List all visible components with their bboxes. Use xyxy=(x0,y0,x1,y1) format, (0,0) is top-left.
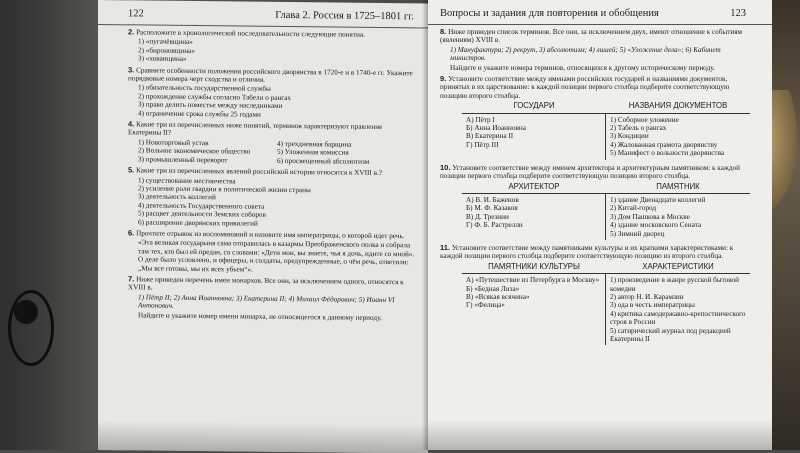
task-paragraph: Найдите и укажите номера терминов, относящихся к другому историческому периоду. xyxy=(450,63,715,72)
question-6 xyxy=(128,229,416,275)
question-text: Установите соответствие между именами российских государей и названиями документов, принятых в их царствование: к каждой позиции первого столбца подберите соответствующую позицию второго столбца. xyxy=(440,75,730,100)
option-item: 5) Уложенная комиссия xyxy=(277,148,349,157)
question-7 xyxy=(128,275,416,322)
list-item: В) Екатерина II xyxy=(466,132,514,141)
column-left xyxy=(462,114,606,160)
question-2 xyxy=(128,28,416,66)
list-item: 4) здание московского Сената xyxy=(610,221,702,230)
list-item: Г) Пётр III xyxy=(466,140,499,149)
question-8 xyxy=(440,28,750,72)
question-number: 7. xyxy=(128,274,135,284)
left-page-number: 122 xyxy=(128,8,144,20)
question-3 xyxy=(128,66,416,120)
question-text: Ниже приведен перечень имен монархов. Все они, за исключением одного, относятся к XVIII в. xyxy=(128,275,404,292)
right-page xyxy=(428,0,772,450)
column-header: НАЗВАНИЯ ДОКУМЕНТОВ xyxy=(606,102,750,113)
option-item: 4) трехдневная барщина xyxy=(277,139,352,149)
monarch-list: 1) Пётр II; 2) Анна Иоанновна; 3) Екатерина II; 4) Михаил Фёдорович; 5) Иоанн VI Антонович. xyxy=(138,293,395,310)
question-number: 4. xyxy=(128,119,135,129)
question-text: Какие три из перечисленных ниже понятий, терминов характеризуют правление Екатерины II? xyxy=(128,120,383,138)
column-header: ПАМЯТНИКИ КУЛЬТУРЫ xyxy=(462,263,606,274)
left-page-content xyxy=(128,28,416,325)
page-shadow xyxy=(98,420,428,453)
page-shadow xyxy=(428,420,772,450)
list-item: А) «Путешествие из Петербурга в Москву» xyxy=(466,276,600,285)
open-textbook xyxy=(40,0,750,450)
question-text: Установите соответствие между памятниками культуры и их краткими характеристиками: к каждой позиции первого столбца подберите соответствующую позицию из второго столбца. xyxy=(440,243,734,261)
left-page xyxy=(98,0,428,453)
question-text: Расположите в хронологической последовательности следующие понятия. xyxy=(136,28,365,39)
question-11 xyxy=(440,244,750,345)
question-5 xyxy=(128,166,416,229)
quote-paragraph: «Эта великая государыня сама отправилась в казармы Преображенского полка и собрала там тех, кто был ей предан, со словами: «Дети мои, вы знаете, чья я дочь, идите со мной». О деле было условлено, и офицеры, и солдаты, предупрежденные, о чём речь, ответили: „Мы все готовы, мы их всех убьем“». xyxy=(138,238,415,274)
list-item: 5) сатирический журнал под редакцией Екатерины II xyxy=(610,326,731,343)
list-item: 2) автор Н. И. Карамзин xyxy=(610,292,684,301)
list-item: 1) произведение в жанре русской бытовой комедии xyxy=(610,276,739,293)
question-text: Прочтите отрывок из воспоминаний и назовите имя императрицы, о которой идет речь. xyxy=(136,229,405,241)
list-item: 3) Кондиции xyxy=(610,132,649,141)
left-running-title: Глава 2. Россия в 1725–1801 гг. xyxy=(275,9,414,23)
list-item: 1) здание Двенадцати коллегий xyxy=(610,195,706,204)
question-number: 2. xyxy=(128,27,135,37)
list-item: 2) Китай-город xyxy=(610,204,657,213)
column-right xyxy=(606,194,750,240)
right-running-title: Вопросы и задания для повторения и обобщения xyxy=(440,8,659,19)
option-item: 1) Новоторговый устав xyxy=(138,138,209,148)
right-page-number: 123 xyxy=(730,8,746,19)
option-item: 5) расцвет деятельности Земских соборов xyxy=(138,209,266,219)
list-item: А) В. И. Баженов xyxy=(466,195,519,204)
question-number: 8. xyxy=(440,27,447,36)
list-item: 4) критика самодержавно-крепостнического строя в России xyxy=(610,309,746,327)
option-item: 1) «пугачёвщина» xyxy=(138,37,193,47)
earphone-bud xyxy=(14,300,38,324)
terms-list: 1) Мануфактура; 2) рекрут, 3) абсолютизм; 4) лишей; 5) «Уложение дела»; 6) Кабинет министров. xyxy=(450,45,721,63)
column-left xyxy=(462,274,606,345)
list-item: Г) «Фелица» xyxy=(466,301,505,310)
question-9 xyxy=(440,75,750,160)
column-header: ГОСУДАРИ xyxy=(462,102,606,113)
task-paragraph: Найдите и укажите номер имени монарха, не относящегося к данному периоду. xyxy=(138,311,382,322)
option-item: 1) существование местничества xyxy=(138,175,236,185)
list-item: Б) «Бедная Лиза» xyxy=(466,284,520,293)
option-item: 6) просвещенный абсолютизм xyxy=(277,156,370,166)
question-10 xyxy=(440,164,750,240)
column-right xyxy=(606,274,750,345)
option-item: 4) деятельность Государственного совета xyxy=(138,201,265,211)
column-header: АРХИТЕКТОР xyxy=(462,183,606,194)
column-right xyxy=(606,114,750,160)
option-item: 2) Вольное экономическое общество xyxy=(138,146,251,156)
left-running-head xyxy=(98,8,428,28)
matching-table xyxy=(462,102,750,159)
column-header: ПАМЯТНИК xyxy=(606,183,750,194)
option-grid xyxy=(138,138,416,166)
question-number: 3. xyxy=(128,64,135,75)
list-item: 5) Зимний дворец xyxy=(610,229,665,238)
list-item: 3) ода в честь императрицы xyxy=(610,301,695,310)
question-text: Установите соответствие между именем архитектора и архитектурным памятником: к каждой позиции первого столбца подберите соответствующую позицию второго столбца. xyxy=(440,163,740,181)
option-list xyxy=(138,38,416,66)
option-list xyxy=(138,176,416,229)
question-number: 6. xyxy=(128,228,135,238)
option-item: 4) ограничение срока службы 25 годами xyxy=(138,109,261,119)
option-item: 3) промышленный переворот xyxy=(138,155,228,165)
option-item: 2) «бироновщина» xyxy=(138,46,195,55)
question-number: 11. xyxy=(440,242,451,252)
option-item: 1) обязательность государственной службы xyxy=(138,83,271,94)
list-item: 1) Соборное уложение xyxy=(610,115,679,124)
option-item: 3) «хованщина» xyxy=(138,54,187,64)
option-item: 2) усиление роли гвардии в политической жизни страны xyxy=(138,184,311,195)
list-item: В) Д. Трезини xyxy=(466,212,509,221)
list-item: Г) Ф. Б. Растрелли xyxy=(466,221,523,230)
list-item: 4) Жалованная грамота дворянству xyxy=(610,140,718,149)
option-item: 6) расширение дворянских привилегий xyxy=(138,217,258,228)
right-running-head xyxy=(428,8,772,25)
list-item: 3) Дом Пашкова в Москве xyxy=(610,212,690,221)
column-header: ХАРАКТЕРИСТИКИ xyxy=(606,263,750,274)
list-item: А) Пётр I xyxy=(466,115,495,124)
list-item: 2) Табель о рангах xyxy=(610,124,667,133)
option-item: 3) право делить поместье между наследниками xyxy=(138,100,283,111)
matching-table xyxy=(462,183,750,240)
column-left xyxy=(462,194,606,240)
option-item: 3) деятельность коллегий xyxy=(138,192,216,202)
list-item: Б) М. Ф. Казаков xyxy=(466,204,518,213)
list-item: Б) Анна Иоанновна xyxy=(466,124,526,133)
question-text: Ниже приведен список терминов. Все они, за исключением двух, имеют отношение к событиям (явлениям) XVIII в. xyxy=(440,28,743,45)
list-item: 5) Манифест о вольности дворянства xyxy=(610,149,725,158)
matching-table xyxy=(462,263,750,346)
question-number: 5. xyxy=(128,165,135,175)
question-number: 9. xyxy=(440,74,447,84)
option-item: 2) прохождение службы согласно Табели о рангах xyxy=(138,92,292,102)
right-page-content xyxy=(440,28,750,349)
question-text: Сравните особенности положения российского дворянства в 1720-е и в 1740-е гг. Укажите порядковые номера черт сходства и отличия. xyxy=(128,66,413,84)
option-list xyxy=(138,84,416,121)
question-number: 10. xyxy=(440,162,451,172)
question-4 xyxy=(128,120,416,166)
question-text: Какие три из перечисленных явлений российской истории относятся к XVIII в.? xyxy=(136,166,382,178)
list-item: В) «Всякая всячина» xyxy=(466,292,530,301)
